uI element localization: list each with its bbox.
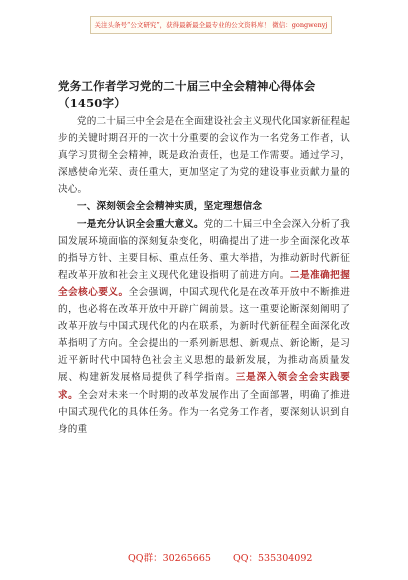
point-lead-3: 三是深入领会全会实践要求。 (58, 372, 350, 401)
point-lead-2: 二是准确把握全会核心要义。 (58, 269, 351, 298)
intro-paragraph: 党的二十届三中全会是在全面建设社会主义现代化国家新征程起步的关键时期召开的一次十分重要的会议作为一名党务工作者，认真学习贯彻全会精神，既是政治责任，也是工作需要。通过学习，深感使命光荣、责任重大，更加坚定了为党的建设事业贡献力量的决心。 (58, 116, 350, 196)
point-lead-1: 一是充分认识全会重大意义。 (77, 218, 204, 230)
qq-group: QQ群：30265665 (128, 553, 211, 564)
section-heading: 一、深刻领会全会精神实质，坚定理想信念 (77, 201, 263, 213)
promo-banner: 关注头条号“公文研究”，获得最新最全最专业的公文资料库！ 微信：gongwenyj (90, 16, 332, 34)
point-text-3: 全会对未来一个时期的改革发展作出了全面部署，明确了推进中国式现代化的具体任务。作为一名党务工作者，要深刻认识到自身的重 (58, 389, 350, 435)
point-text-2: 全会强调，中国式现代化是在改革开放中不断推进的，也必将在改革开放中开辟广阔前景。这一重要论断深刻阐明了改革开放与中国式现代化的内在联系，为新时代新征程全面深化改革指明了方向。全会提出的一系列新思想、新观点、新论断，是习近平新时代中国特色社会主义思想的最新发展，为推动高质量发展、构建新发展格局提供了科学指南。 (58, 286, 350, 384)
document-body (58, 113, 350, 438)
qq-contact: QQ：535304092 (232, 553, 313, 564)
body-paragraph (58, 216, 350, 438)
document-title: 党务工作者学习党的二十届三中全会精神心得体会（1450字） (58, 79, 316, 110)
contact-footer (128, 550, 318, 564)
point-text-1: 党的二十届三中全会深入分析了我国发展环境面临的深刻复杂变化，明确提出了进一步全面深化改革的指导方针、主要目标、重点任务、重大举措，为推动新时代新征程改革开放和社会主义现代化建设指明了前进方向。 (58, 218, 351, 281)
